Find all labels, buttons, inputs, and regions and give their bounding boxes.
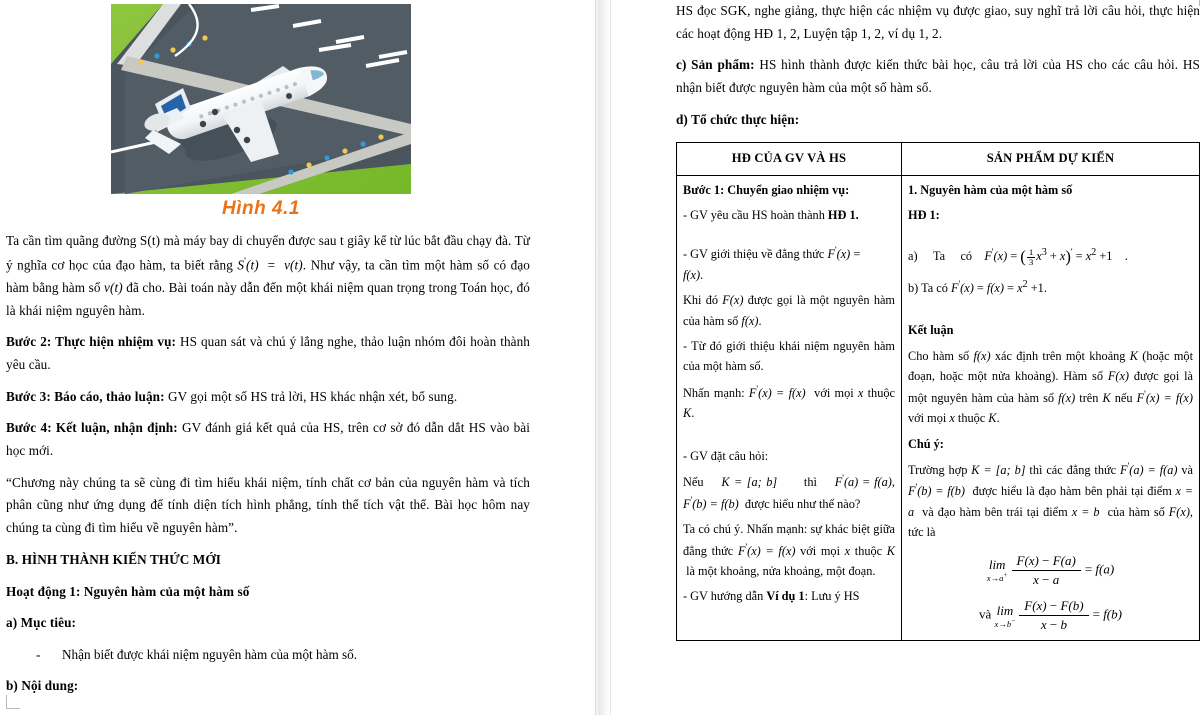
lesson-plan-table: [676, 142, 1200, 641]
note-text: Trường hợp K = [a; b] thì các đẳng thức F'(a) = f(a) và F'(b) = f(b) được hiểu là đạo hàm bên phải tại điểm x = a và đạo hàm bên trái tại điểm x = b của hàm số F(x), tức là: [908, 460, 1193, 540]
activity-1-heading: Hoạt động 1: Nguyên hàm của một hàm số: [6, 583, 250, 599]
right-top-paragraph: HS đọc SGK, nghe giảng, thực hiện các nhiệm vụ được giao, suy nghĩ trả lời câu hỏi, thực hiện các hoạt động HĐ 1, 2, Luyện tập 1, 2, ví dụ 1, 2.: [676, 3, 1200, 41]
hd1-part-a-co: có: [960, 249, 973, 264]
step-1-line-1: [683, 205, 895, 225]
conclusion-text: Cho hàm số f(x) xác định trên một khoảng K (hoặc một đoạn, hoặc một nửa khoảng). Hàm số F(x) được gọi là một nguyên hàm của hàm số f(x) trên K nếu F'(x) = f(x) với mọi x thuộc K.: [908, 348, 1193, 426]
table-row: [677, 175, 1200, 640]
product-title: 1. Nguyên hàm của một hàm số: [908, 182, 1073, 197]
step-1-line-7: Nếu K = [a; b] thì F'(a) = f(a), F'(b) = f(b) được hiểu như thế nào?: [683, 473, 895, 511]
figure-caption: Hình 4.1: [222, 198, 300, 219]
hd1-label: HĐ 1:: [908, 207, 940, 222]
conclusion-label: Kết luận: [908, 323, 954, 338]
table-header-row: [677, 142, 1200, 175]
step-1-line-5: Nhấn mạnh: F'(x) = f(x) với mọi x thuộc K.: [683, 383, 895, 421]
table-header-gv-hs: HĐ CỦA GV VÀ HS: [677, 142, 902, 175]
limit-formula-2: và lim x→b− $\frac{F(x) - F(b)}{x - b}$ = f(b): [979, 598, 1122, 633]
page-left: [0, 0, 595, 715]
step-1-label: Bước 1: Chuyển giao nhiệm vụ:: [683, 182, 850, 197]
step-3-text: GV gọi một số HS trả lời, HS khác nhận xét, bổ sung.: [164, 388, 458, 404]
step-2-text: HS quan sát và chú ý lắng nghe, thảo luận nhóm đôi hoàn thành yêu cầu.: [6, 334, 530, 372]
step-1-line-9-pre: - GV hướng dẫn: [683, 589, 767, 604]
goal-list: [6, 644, 530, 666]
step-1-line-2: - GV giới thiệu về đẳng thức F'(x) = f(x).: [683, 245, 861, 282]
table-header-san-pham: SẢN PHẨM DỰ KIẾN: [902, 142, 1200, 175]
hd1-part-a-ta: Ta: [932, 249, 946, 264]
step-1-line-1-text: - GV yêu cầu HS hoàn thành: [683, 207, 828, 222]
step-2-label: Bước 2: Thực hiện nhiệm vụ:: [6, 334, 177, 350]
step-3-paragraph: [6, 386, 530, 409]
hd1-ref: HĐ 1.: [827, 207, 859, 222]
page-gutter-left-edge: [595, 0, 596, 715]
left-page-body: [6, 0, 530, 698]
limit-formula-1: lim x→a+ $\frac{F(x) - F(a)}{x - a}$ = f(a): [986, 552, 1115, 587]
page-gutter: [595, 0, 611, 715]
cell-gv-hs-activities: [677, 175, 902, 640]
quote-paragraph: “Chương này chúng ta sẽ cùng đi tìm hiểu khái niệm, tính chất cơ bản của nguyên hàm và tích phân cũng như ứng dụng để tính diện tích hình phẳng, tính thể tích vật thể. Bài học hôm nay chúng ta cùng đi tìm hiểu về nguyên hàm”.: [6, 474, 530, 536]
step-4-text: GV đánh giá kết quả của HS, trên cơ sở đó dẫn dắt HS vào bài học mới.: [6, 420, 531, 459]
goal-list-item: - Nhận biết được khái niệm nguyên hàm của một hàm số.: [36, 644, 530, 666]
step-1-line-9: [683, 586, 895, 606]
product-paragraph: [676, 54, 1200, 99]
step-2-paragraph: [6, 331, 530, 376]
cell-expected-product: [902, 175, 1200, 640]
content-label: b) Nội dung:: [6, 678, 79, 694]
right-page-body: [676, 0, 1200, 641]
figure-block: [111, 4, 411, 220]
page-right: [611, 0, 1203, 715]
hd1-part-a-prefix: a): [908, 249, 918, 264]
step-1-line-8: Ta có chú ý. Nhấn mạnh: sự khác biệt giữa đẳng thức F'(x) = f(x) với mọi x thuộc K là một khoảng, nửa khoảng, một đoạn.: [683, 522, 895, 579]
step-4-label: Bước 4: Kết luận, nhận định:: [6, 420, 178, 436]
intro-paragraph: Ta cần tìm quãng đường S(t) mà máy bay di chuyển được sau t giây kể từ lúc bắt đầu chạy đà. Từ ý nghĩa cơ học của đạo hàm, ta biết rằng S'(t) = v(t). Như vậy, ta cần tìm một hàm số có đạo hàm bằng hàm số v(t) đã cho. Bài toán này dẫn đến một khái niệm quan trọng trong Toán học, đó là khái niệm nguyên hàm.: [6, 233, 531, 318]
step-3-label: Bước 3: Báo cáo, thảo luận:: [6, 388, 165, 404]
note-label: Chú ý:: [908, 436, 944, 451]
step-1-line-6: - GV đặt câu hỏi:: [683, 448, 769, 463]
section-b-heading: B. HÌNH THÀNH KIẾN THỨC MỚI: [6, 551, 221, 567]
product-label: c) Sản phẩm:: [676, 57, 755, 73]
product-text: HS hình thành được kiến thức bài học, câu trả lời của HS cho các câu hỏi. HS nhận biết được nguyên hàm của một số hàm số.: [676, 57, 1200, 96]
step-1-line-4: - Từ đó giới thiệu khái niệm nguyên hàm của một hàm số.: [683, 339, 895, 374]
step-4-paragraph: [6, 417, 530, 462]
vidu1-ref: Ví dụ 1: [766, 589, 805, 604]
organization-label: d) Tổ chức thực hiện:: [676, 111, 800, 127]
step-1-line-9-post: : Lưu ý HS: [804, 589, 860, 604]
goal-label: a) Mục tiêu:: [6, 615, 77, 631]
hd1-part-a: a) Ta có F'(x) = ( $\frac{1}{3}$ $x^3 + x)' = x^2 +1$ .: [908, 246, 1128, 268]
step-1-line-3: Khi đó F(x) được gọi là một nguyên hàm của hàm số f(x).: [683, 293, 895, 328]
airplane-on-runway-illustration: [111, 4, 411, 194]
hd1-part-b: b) Ta có $F'(x) = f(x) = x^2 +1$.: [908, 278, 1047, 295]
